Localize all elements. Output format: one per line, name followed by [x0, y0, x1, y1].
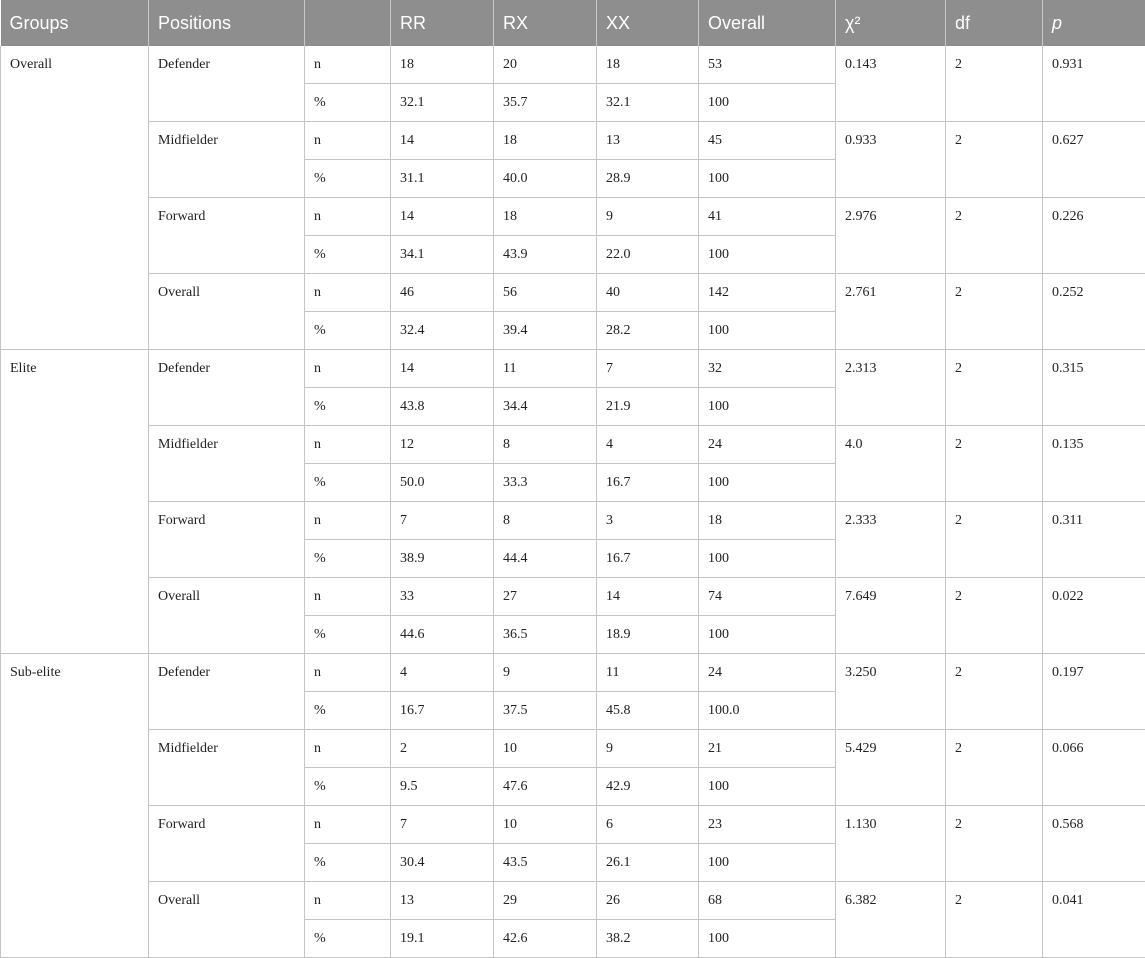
table-row: [1, 578, 1145, 616]
table-header: [1, 0, 1145, 46]
rr-cell: 46: [391, 274, 494, 312]
xx-cell: 16.7: [597, 464, 699, 502]
table-body: [1, 46, 1145, 958]
rx-cell: 8: [494, 502, 597, 540]
stat-label-cell: n: [305, 806, 391, 844]
chi-square-cell: 6.382: [836, 882, 946, 958]
rr-cell: 12: [391, 426, 494, 464]
overall-cell: 32: [699, 350, 836, 388]
df-cell: 2: [946, 350, 1043, 426]
stat-label-cell: %: [305, 312, 391, 350]
rr-cell: 7: [391, 806, 494, 844]
rr-cell: 19.1: [391, 920, 494, 958]
p-value-cell: 0.252: [1043, 274, 1145, 350]
table-row: [1, 122, 1145, 160]
rr-cell: 38.9: [391, 540, 494, 578]
group-name-cell: Sub-elite: [1, 654, 149, 958]
position-name-cell: Forward: [149, 502, 305, 578]
table-row: [1, 882, 1145, 920]
rx-cell: 40.0: [494, 160, 597, 198]
rx-cell: 8: [494, 426, 597, 464]
overall-cell: 100: [699, 464, 836, 502]
overall-cell: 41: [699, 198, 836, 236]
stat-label-cell: n: [305, 350, 391, 388]
rx-cell: 42.6: [494, 920, 597, 958]
rx-cell: 47.6: [494, 768, 597, 806]
chi-square-cell: 2.761: [836, 274, 946, 350]
rx-cell: 37.5: [494, 692, 597, 730]
df-cell: 2: [946, 274, 1043, 350]
position-name-cell: Midfielder: [149, 730, 305, 806]
chi-square-cell: 2.976: [836, 198, 946, 274]
stat-label-cell: %: [305, 920, 391, 958]
rr-cell: 50.0: [391, 464, 494, 502]
rx-cell: 36.5: [494, 616, 597, 654]
stat-label-cell: %: [305, 84, 391, 122]
xx-cell: 3: [597, 502, 699, 540]
rx-cell: 18: [494, 198, 597, 236]
rx-cell: 27: [494, 578, 597, 616]
rr-cell: 2: [391, 730, 494, 768]
p-value-cell: 0.627: [1043, 122, 1145, 198]
xx-cell: 16.7: [597, 540, 699, 578]
overall-cell: 23: [699, 806, 836, 844]
position-name-cell: Defender: [149, 46, 305, 122]
position-name-cell: Overall: [149, 882, 305, 958]
rr-cell: 13: [391, 882, 494, 920]
stat-label-cell: n: [305, 502, 391, 540]
table-row: [1, 274, 1145, 312]
rr-cell: 14: [391, 198, 494, 236]
group-name-cell: Elite: [1, 350, 149, 654]
overall-cell: 100: [699, 84, 836, 122]
rr-cell: 7: [391, 502, 494, 540]
overall-cell: 100: [699, 616, 836, 654]
overall-cell: 100: [699, 236, 836, 274]
p-value-cell: 0.135: [1043, 426, 1145, 502]
stat-label-cell: %: [305, 692, 391, 730]
rr-cell: 30.4: [391, 844, 494, 882]
df-cell: 2: [946, 730, 1043, 806]
p-value-cell: 0.066: [1043, 730, 1145, 806]
xx-cell: 26: [597, 882, 699, 920]
position-name-cell: Forward: [149, 198, 305, 274]
header-positions: Positions: [149, 0, 305, 46]
xx-cell: 13: [597, 122, 699, 160]
header-df: df: [946, 0, 1043, 46]
header-overall: Overall: [699, 0, 836, 46]
stat-label-cell: n: [305, 122, 391, 160]
table-row: [1, 46, 1145, 84]
xx-cell: 28.9: [597, 160, 699, 198]
overall-cell: 74: [699, 578, 836, 616]
rx-cell: 34.4: [494, 388, 597, 426]
p-value-cell: 0.197: [1043, 654, 1145, 730]
df-cell: 2: [946, 578, 1043, 654]
overall-cell: 68: [699, 882, 836, 920]
p-value-cell: 0.022: [1043, 578, 1145, 654]
rr-cell: 9.5: [391, 768, 494, 806]
position-name-cell: Overall: [149, 274, 305, 350]
df-cell: 2: [946, 198, 1043, 274]
chi-square-cell: 2.333: [836, 502, 946, 578]
stat-label-cell: %: [305, 464, 391, 502]
xx-cell: 21.9: [597, 388, 699, 426]
xx-cell: 22.0: [597, 236, 699, 274]
overall-cell: 45: [699, 122, 836, 160]
rr-cell: 31.1: [391, 160, 494, 198]
table-row: [1, 806, 1145, 844]
overall-cell: 100: [699, 920, 836, 958]
rx-cell: 20: [494, 46, 597, 84]
chi-square-cell: 0.933: [836, 122, 946, 198]
xx-cell: 18: [597, 46, 699, 84]
table-row: [1, 198, 1145, 236]
position-name-cell: Defender: [149, 654, 305, 730]
xx-cell: 42.9: [597, 768, 699, 806]
p-value-cell: 0.226: [1043, 198, 1145, 274]
df-cell: 2: [946, 654, 1043, 730]
rr-cell: 33: [391, 578, 494, 616]
group-name-cell: Overall: [1, 46, 149, 350]
overall-cell: 100: [699, 540, 836, 578]
stat-label-cell: %: [305, 844, 391, 882]
rx-cell: 29: [494, 882, 597, 920]
header-row: [1, 0, 1145, 46]
rr-cell: 44.6: [391, 616, 494, 654]
xx-cell: 40: [597, 274, 699, 312]
xx-cell: 26.1: [597, 844, 699, 882]
overall-cell: 100: [699, 768, 836, 806]
stat-label-cell: n: [305, 654, 391, 692]
overall-cell: 21: [699, 730, 836, 768]
chi-square-cell: 0.143: [836, 46, 946, 122]
rx-cell: 56: [494, 274, 597, 312]
df-cell: 2: [946, 502, 1043, 578]
overall-cell: 100.0: [699, 692, 836, 730]
position-name-cell: Defender: [149, 350, 305, 426]
overall-cell: 100: [699, 160, 836, 198]
table-row: [1, 502, 1145, 540]
xx-cell: 14: [597, 578, 699, 616]
p-value-cell: 0.315: [1043, 350, 1145, 426]
rx-cell: 35.7: [494, 84, 597, 122]
header-xx: XX: [597, 0, 699, 46]
xx-cell: 7: [597, 350, 699, 388]
rx-cell: 18: [494, 122, 597, 160]
p-value-cell: 0.311: [1043, 502, 1145, 578]
rx-cell: 11: [494, 350, 597, 388]
header-stat: [305, 0, 391, 46]
xx-cell: 38.2: [597, 920, 699, 958]
xx-cell: 4: [597, 426, 699, 464]
header-p: p: [1043, 0, 1145, 46]
header-chi-square: χ²: [836, 0, 946, 46]
header-groups: Groups: [1, 0, 149, 46]
overall-cell: 53: [699, 46, 836, 84]
p-value-cell: 0.931: [1043, 46, 1145, 122]
df-cell: 2: [946, 882, 1043, 958]
rx-cell: 43.9: [494, 236, 597, 274]
overall-cell: 24: [699, 426, 836, 464]
chi-square-cell: 4.0: [836, 426, 946, 502]
df-cell: 2: [946, 806, 1043, 882]
overall-cell: 100: [699, 388, 836, 426]
table-row: [1, 730, 1145, 768]
stat-label-cell: n: [305, 198, 391, 236]
xx-cell: 9: [597, 730, 699, 768]
xx-cell: 6: [597, 806, 699, 844]
rr-cell: 43.8: [391, 388, 494, 426]
rr-cell: 16.7: [391, 692, 494, 730]
df-cell: 2: [946, 122, 1043, 198]
df-cell: 2: [946, 426, 1043, 502]
df-cell: 2: [946, 46, 1043, 122]
table-row: [1, 426, 1145, 464]
position-name-cell: Overall: [149, 578, 305, 654]
stat-label-cell: n: [305, 578, 391, 616]
xx-cell: 9: [597, 198, 699, 236]
rr-cell: 4: [391, 654, 494, 692]
stat-label-cell: %: [305, 236, 391, 274]
xx-cell: 18.9: [597, 616, 699, 654]
overall-cell: 18: [699, 502, 836, 540]
p-value-cell: 0.568: [1043, 806, 1145, 882]
rx-cell: 10: [494, 806, 597, 844]
rx-cell: 10: [494, 730, 597, 768]
rx-cell: 9: [494, 654, 597, 692]
rr-cell: 14: [391, 122, 494, 160]
rx-cell: 43.5: [494, 844, 597, 882]
rr-cell: 34.1: [391, 236, 494, 274]
header-rx: RX: [494, 0, 597, 46]
stat-label-cell: %: [305, 388, 391, 426]
stat-label-cell: %: [305, 768, 391, 806]
rr-cell: 18: [391, 46, 494, 84]
stat-label-cell: n: [305, 46, 391, 84]
header-rr: RR: [391, 0, 494, 46]
stat-label-cell: n: [305, 882, 391, 920]
xx-cell: 28.2: [597, 312, 699, 350]
chi-square-cell: 5.429: [836, 730, 946, 806]
table-row: [1, 350, 1145, 388]
stat-label-cell: %: [305, 540, 391, 578]
overall-cell: 100: [699, 312, 836, 350]
p-value-cell: 0.041: [1043, 882, 1145, 958]
xx-cell: 45.8: [597, 692, 699, 730]
table-row: [1, 654, 1145, 692]
overall-cell: 100: [699, 844, 836, 882]
rx-cell: 33.3: [494, 464, 597, 502]
rr-cell: 32.1: [391, 84, 494, 122]
chi-square-cell: 3.250: [836, 654, 946, 730]
position-name-cell: Forward: [149, 806, 305, 882]
overall-cell: 142: [699, 274, 836, 312]
rx-cell: 44.4: [494, 540, 597, 578]
position-name-cell: Midfielder: [149, 426, 305, 502]
chi-square-cell: 2.313: [836, 350, 946, 426]
position-name-cell: Midfielder: [149, 122, 305, 198]
rx-cell: 39.4: [494, 312, 597, 350]
stat-label-cell: n: [305, 426, 391, 464]
overall-cell: 24: [699, 654, 836, 692]
xx-cell: 32.1: [597, 84, 699, 122]
chi-square-cell: 1.130: [836, 806, 946, 882]
rr-cell: 14: [391, 350, 494, 388]
rr-cell: 32.4: [391, 312, 494, 350]
stat-label-cell: n: [305, 274, 391, 312]
chi-square-cell: 7.649: [836, 578, 946, 654]
stat-label-cell: %: [305, 616, 391, 654]
xx-cell: 11: [597, 654, 699, 692]
stat-label-cell: n: [305, 730, 391, 768]
stat-label-cell: %: [305, 160, 391, 198]
